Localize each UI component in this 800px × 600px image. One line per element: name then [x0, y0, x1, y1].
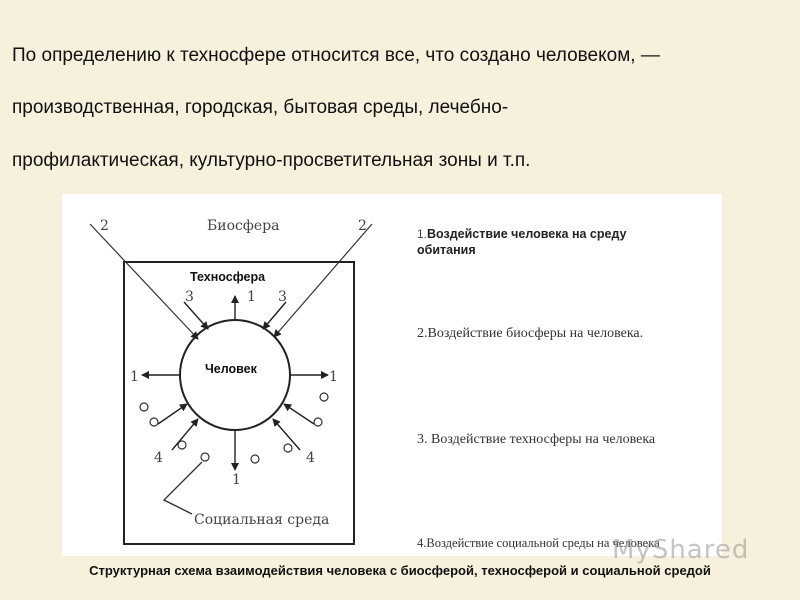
human-label: Человек — [205, 362, 257, 376]
label-4-bottom-left: 4 — [154, 450, 163, 466]
social-dot — [201, 453, 209, 461]
social-dot — [320, 393, 328, 401]
arrow-2-left — [90, 224, 198, 339]
biosphere-label: Биосфера — [207, 218, 280, 234]
label-2-left: 2 — [100, 218, 109, 234]
arrow-in-right-mid — [284, 404, 314, 424]
arrow-3-top-right — [263, 302, 286, 329]
label-1-right: 1 — [329, 369, 338, 385]
watermark: MyShared — [612, 535, 750, 565]
legend-item-2: 2.Воздействие биосферы на человека. — [417, 326, 644, 341]
label-3-top-left: 3 — [185, 289, 194, 305]
social-dot — [284, 444, 292, 452]
label-1-left: 1 — [130, 369, 139, 385]
social-dot — [314, 418, 322, 426]
label-2-right: 2 — [358, 218, 367, 234]
social-label: Социальная среда — [194, 512, 330, 528]
arrow-4-bottom-left — [172, 419, 198, 450]
label-1-top: 1 — [247, 289, 256, 305]
social-dot — [140, 403, 148, 411]
social-pointer-line — [164, 462, 202, 514]
technosphere-label: Техносфера — [190, 270, 266, 284]
arrow-2-right — [274, 224, 372, 337]
arrow-in-left-mid — [158, 404, 187, 424]
arrow-4-bottom-right — [273, 419, 300, 450]
legend-item-1-number: 1. — [417, 227, 428, 241]
label-4-bottom-right: 4 — [306, 450, 315, 466]
legend-item-4: 4.Воздействие социальной среды на человека — [417, 536, 660, 550]
intro-line-2: производственная, городская, бытовая среды, лечебно- — [12, 97, 509, 118]
social-dot — [251, 455, 259, 463]
diagram-panel — [62, 194, 722, 556]
legend-item-3: 3. Воздействие техносферы на человека — [417, 432, 656, 447]
intro-line-3: профилактическая, культурно-просветительная зоны и т.п. — [12, 150, 531, 171]
arrow-3-top-left — [184, 302, 208, 329]
label-3-top-right: 3 — [278, 289, 287, 305]
interaction-diagram — [62, 194, 402, 556]
legend-item-1-text: Воздействие человека на среду обитания — [417, 227, 627, 257]
social-dot — [150, 418, 158, 426]
legend-item-1 — [417, 226, 667, 258]
label-1-bottom: 1 — [232, 472, 241, 488]
caption: Структурная схема взаимодействия человека с биосферой, техносферой и социальной средой — [89, 563, 711, 578]
intro-line-1: По определению к техносфере относится все, что создано человеком, — — [12, 45, 660, 66]
social-dot — [178, 441, 186, 449]
